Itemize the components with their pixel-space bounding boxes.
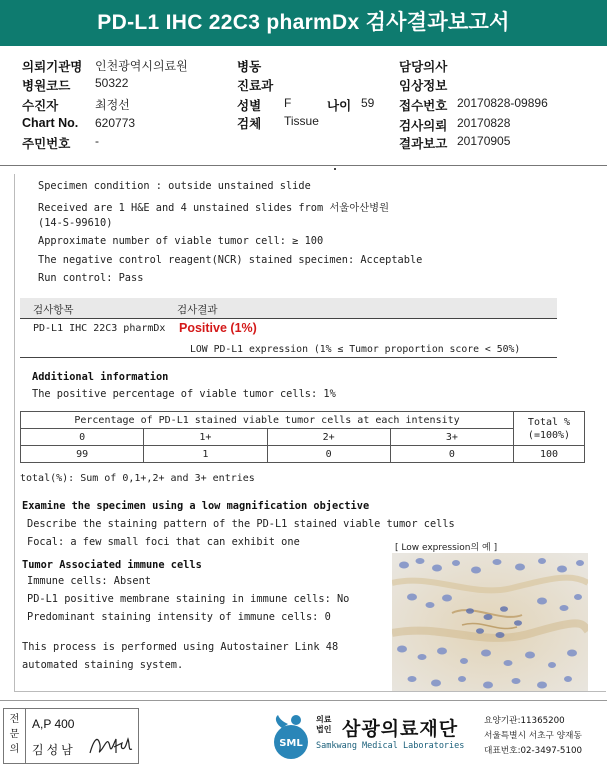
- handwritten-signature: [88, 731, 134, 759]
- intensity-value-3plus: 0: [390, 446, 513, 463]
- result-header-row: [20, 298, 557, 318]
- intensity-col-1plus: 1+: [144, 429, 267, 446]
- specimen-line-6: Run control: Pass: [38, 272, 144, 284]
- contact-line-3: 대표번호:02-3497-5100: [484, 746, 583, 756]
- examine-line-2: Focal: a few small foci that can exhibit one: [27, 536, 300, 548]
- logo-text: SML: [279, 738, 303, 749]
- age-value: 59: [361, 96, 375, 110]
- result-item: PD-L1 IHC 22C3 pharmDx: [33, 323, 166, 334]
- immune-line-2: PD-L1 positive membrane staining in immune cells: No: [27, 593, 350, 605]
- hospital-code-value: 50322: [95, 76, 129, 90]
- specimen-line-3: (14-S-99610): [38, 217, 113, 229]
- request-date-label: 검사의뢰: [399, 119, 448, 133]
- chart-no-label: Chart No.: [22, 116, 79, 130]
- sml-logo-icon: [268, 712, 314, 762]
- age-label: 나이: [327, 99, 352, 113]
- report-title: PD-L1 IHC 22C3 pharmDx 검사결과보고서: [0, 0, 607, 46]
- intensity-value-0: 99: [21, 446, 144, 463]
- specimen-line-4: Approximate number of viable tumor cell: ≥ 100: [38, 235, 324, 247]
- specimen-value: Tissue: [284, 114, 319, 128]
- accession-no-label: 접수번호: [399, 99, 448, 113]
- immune-line-3: Predominant staining intensity of immune cells: 0: [27, 611, 331, 623]
- specialist-label: [4, 709, 26, 763]
- specialist-label-text: 전문의: [9, 714, 20, 755]
- specimen-line-2: Received are 1 H&E and 4 unstained slides from 서울아산병원: [38, 202, 390, 214]
- header-divider: [0, 165, 607, 166]
- sex-label: 성별: [237, 99, 262, 113]
- additional-info-text: The positive percentage of viable tumor cells: 1%: [32, 388, 336, 400]
- result-expression-note: LOW PD-L1 expression (1% ≤ Tumor proportion score < 50%): [190, 344, 521, 355]
- specialist-name: 김성남: [32, 743, 76, 757]
- accession-no-value: 20170828-09896: [457, 96, 548, 110]
- institution-label: 의뢰기관명: [22, 60, 83, 74]
- intensity-value-total: 100: [514, 446, 585, 463]
- clinical-info-label: 임상정보: [399, 79, 448, 93]
- intensity-footnote: total(%): Sum of 0,1+,2+ and 3+ entries: [20, 473, 255, 484]
- process-line-2: automated staining system.: [22, 659, 184, 671]
- patient-label: 수진자: [22, 99, 59, 113]
- result-positive-value: Positive (1%): [179, 321, 257, 335]
- institution-value: 인천광역시의료원: [95, 59, 188, 73]
- specimen-line-1: Specimen condition : outside unstained slide: [38, 180, 311, 192]
- immune-line-1: Immune cells: Absent: [27, 575, 151, 587]
- brand-english: Samkwang Medical Laboratories: [316, 741, 465, 751]
- signature-box: [3, 708, 139, 764]
- intensity-col-3plus: 3+: [390, 429, 513, 446]
- request-date-value: 20170828: [457, 116, 511, 130]
- divider-dot: [334, 168, 336, 170]
- additional-info-heading: Additional information: [32, 371, 169, 383]
- total-header-line-1: Total %: [527, 416, 571, 428]
- contact-info: [484, 714, 582, 759]
- report-date-label: 결과보고: [399, 137, 448, 151]
- footer-divider: [0, 700, 607, 701]
- result-col-result-header: 검사결과: [177, 304, 218, 316]
- brand-name: 삼광의료재단: [342, 718, 459, 740]
- intensity-value-2plus: 0: [267, 446, 390, 463]
- micrograph-caption: [ Low expression의 예 ]: [395, 543, 498, 553]
- examine-heading: Examine the specimen using a low magnification objective: [22, 500, 370, 512]
- intensity-table-header: Percentage of PD-L1 stained viable tumor cells at each intensity: [21, 412, 514, 429]
- doctor-label: 담당의사: [399, 60, 448, 74]
- resident-no-label: 주민번호: [22, 137, 71, 151]
- hospital-code-label: 병원코드: [22, 79, 71, 93]
- sex-value: F: [284, 96, 292, 110]
- immune-heading: Tumor Associated immune cells: [22, 559, 202, 571]
- intensity-col-0: 0: [21, 429, 144, 446]
- micrograph-image: [392, 553, 588, 691]
- total-header-cell: [514, 412, 585, 446]
- process-line-1: This process is performed using Autostainer Link 48: [22, 641, 339, 653]
- patient-info-block: [0, 46, 607, 164]
- specialist-license: A,P 400: [32, 717, 75, 731]
- brand-corp-label: [316, 715, 338, 735]
- examine-line-1: Describe the staining pattern of the PD-L1 stained viable tumor cells: [27, 518, 455, 530]
- brand-corp-text: 의료 법인: [316, 715, 332, 734]
- total-header-line-2: (=100%): [527, 429, 571, 441]
- contact-line-2: 서울특별시 서초구 양재동: [484, 731, 582, 741]
- intensity-value-1plus: 1: [144, 446, 267, 463]
- report-date-value: 20170905: [457, 134, 511, 148]
- chart-no-value: 620773: [95, 116, 136, 130]
- resident-no-value: -: [95, 134, 99, 148]
- intensity-col-2plus: 2+: [267, 429, 390, 446]
- patient-value: 최정선: [95, 98, 130, 112]
- specimen-label: 검체: [237, 117, 262, 131]
- intensity-table: [20, 411, 585, 463]
- specimen-line-5: The negative control reagent(NCR) stained specimen: Acceptable: [38, 254, 423, 266]
- result-col-item-header: 검사항목: [33, 304, 74, 316]
- ward-label: 병동: [237, 60, 262, 74]
- department-label: 진료과: [237, 79, 274, 93]
- contact-line-1: 요양기관:11365200: [484, 716, 565, 726]
- brand-logo-block: [268, 712, 480, 764]
